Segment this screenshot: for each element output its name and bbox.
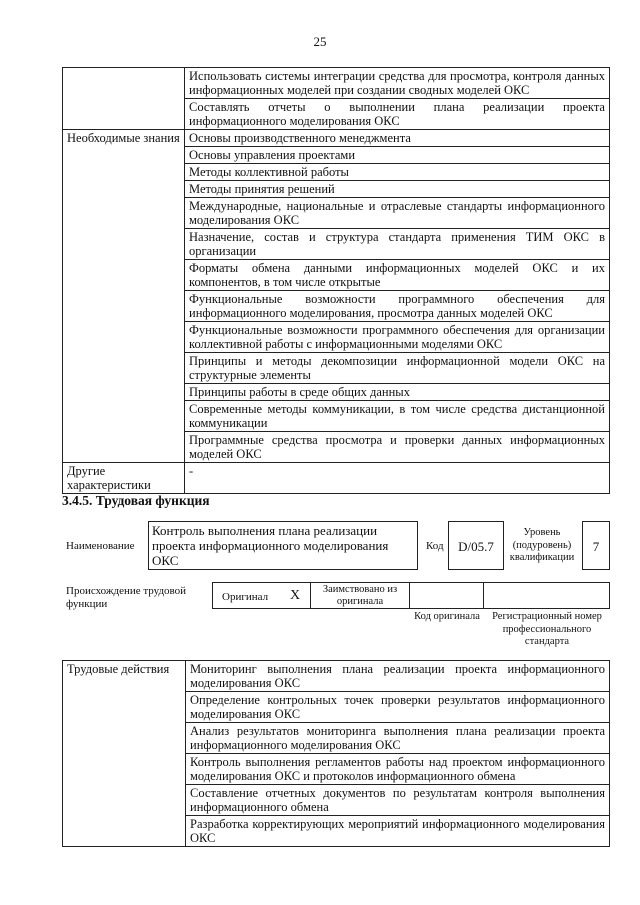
table-cell: Методы принятия решений — [185, 181, 610, 198]
table-cell: Международные, национальные и отраслевые стандарты информационного моделирования ОКС — [185, 198, 610, 229]
name-label: Наименование — [66, 540, 135, 552]
level-label: Уровень (подуровень) квалификации — [509, 527, 575, 563]
level-value: 7 — [592, 539, 600, 554]
page-number: 25 — [313, 34, 327, 49]
table-cell: Определение контрольных точек проверки результатов информационного моделирования ОКС — [186, 692, 610, 723]
table-cell: Программные средства просмотра и проверки данных информационных моделей ОКС — [185, 432, 610, 463]
table-cell: Методы коллективной работы — [185, 164, 610, 181]
table-cell: Составление отчетных документов по результатам контроля выполнения информационного обмена — [186, 785, 610, 816]
table-cell: Принципы и методы декомпозиции информационной модели ОКС на структурные элементы — [185, 353, 610, 384]
labor-actions-table — [62, 660, 610, 847]
table-cell: Составлять отчеты о выполнении плана реализации проекта информационного моделирования ОКС — [185, 99, 610, 130]
reg-number-label: Регистрационный номер профессионального стандарта — [492, 611, 602, 647]
function-name-box — [148, 521, 418, 570]
origin-label: Происхождение трудовой функции — [66, 585, 187, 610]
table-cell: Назначение, состав и структура стандарта применения ТИМ ОКС в организации — [185, 229, 610, 260]
origin-box — [212, 582, 610, 609]
section-title: 3.4.5. Трудовая функция — [62, 493, 210, 508]
table-cell: Мониторинг выполнения плана реализации проекта информационного моделирования ОКС — [186, 661, 610, 692]
table-cell: Анализ результатов мониторинга выполнения плана реализации проекта информационного моделирования ОКС — [186, 723, 610, 754]
divider — [310, 582, 311, 609]
row-label-other: Другие характеристики — [63, 463, 185, 494]
table-cell: Разработка корректирующих мероприятий информационного моделирования ОКС — [186, 816, 610, 847]
code-label: Код — [426, 540, 444, 552]
level-box — [582, 521, 610, 570]
borrowed-label: Заимствовано из оригинала — [322, 584, 398, 607]
code-box — [448, 521, 504, 570]
divider — [409, 582, 410, 609]
original-label: Оригинал — [222, 591, 269, 603]
original-mark: X — [290, 588, 301, 603]
knowledge-table — [62, 67, 610, 494]
table-cell: Современные методы коммуникации, в том числе средства дистанционной коммуникации — [185, 401, 610, 432]
divider — [483, 582, 484, 609]
table-cell: Принципы работы в среде общих данных — [185, 384, 610, 401]
table-cell: - — [185, 463, 610, 494]
table-cell: Использовать системы интеграции средства для просмотра, контроля данных информационных моделей при создании сводных моделей ОКС — [185, 68, 610, 99]
code-value: D/05.7 — [458, 539, 494, 554]
row-label — [63, 68, 185, 130]
function-name: Контроль выполнения плана реализации проекта информационного моделирования ОКС — [152, 523, 389, 568]
table-cell: Функциональные возможности программного обеспечения для организации коллективной работы с информационными моделями ОКС — [185, 322, 610, 353]
table-cell: Основы управления проектами — [185, 147, 610, 164]
table-cell: Основы производственного менеджмента — [185, 130, 610, 147]
table-cell: Форматы обмена данными информационных моделей ОКС и их компонентов, в том числе открытые — [185, 260, 610, 291]
table-cell: Контроль выполнения регламентов работы над проектом информационного моделирования ОКС и протоколов информационного обмена — [186, 754, 610, 785]
code-original-label: Код оригинала — [414, 611, 480, 622]
row-label-knowledge: Необходимые знания — [63, 130, 185, 463]
table-cell: Функциональные возможности программного обеспечения для информационного моделирования, просмотра данных моделей ОКС — [185, 291, 610, 322]
row-label-actions: Трудовые действия — [63, 661, 186, 847]
